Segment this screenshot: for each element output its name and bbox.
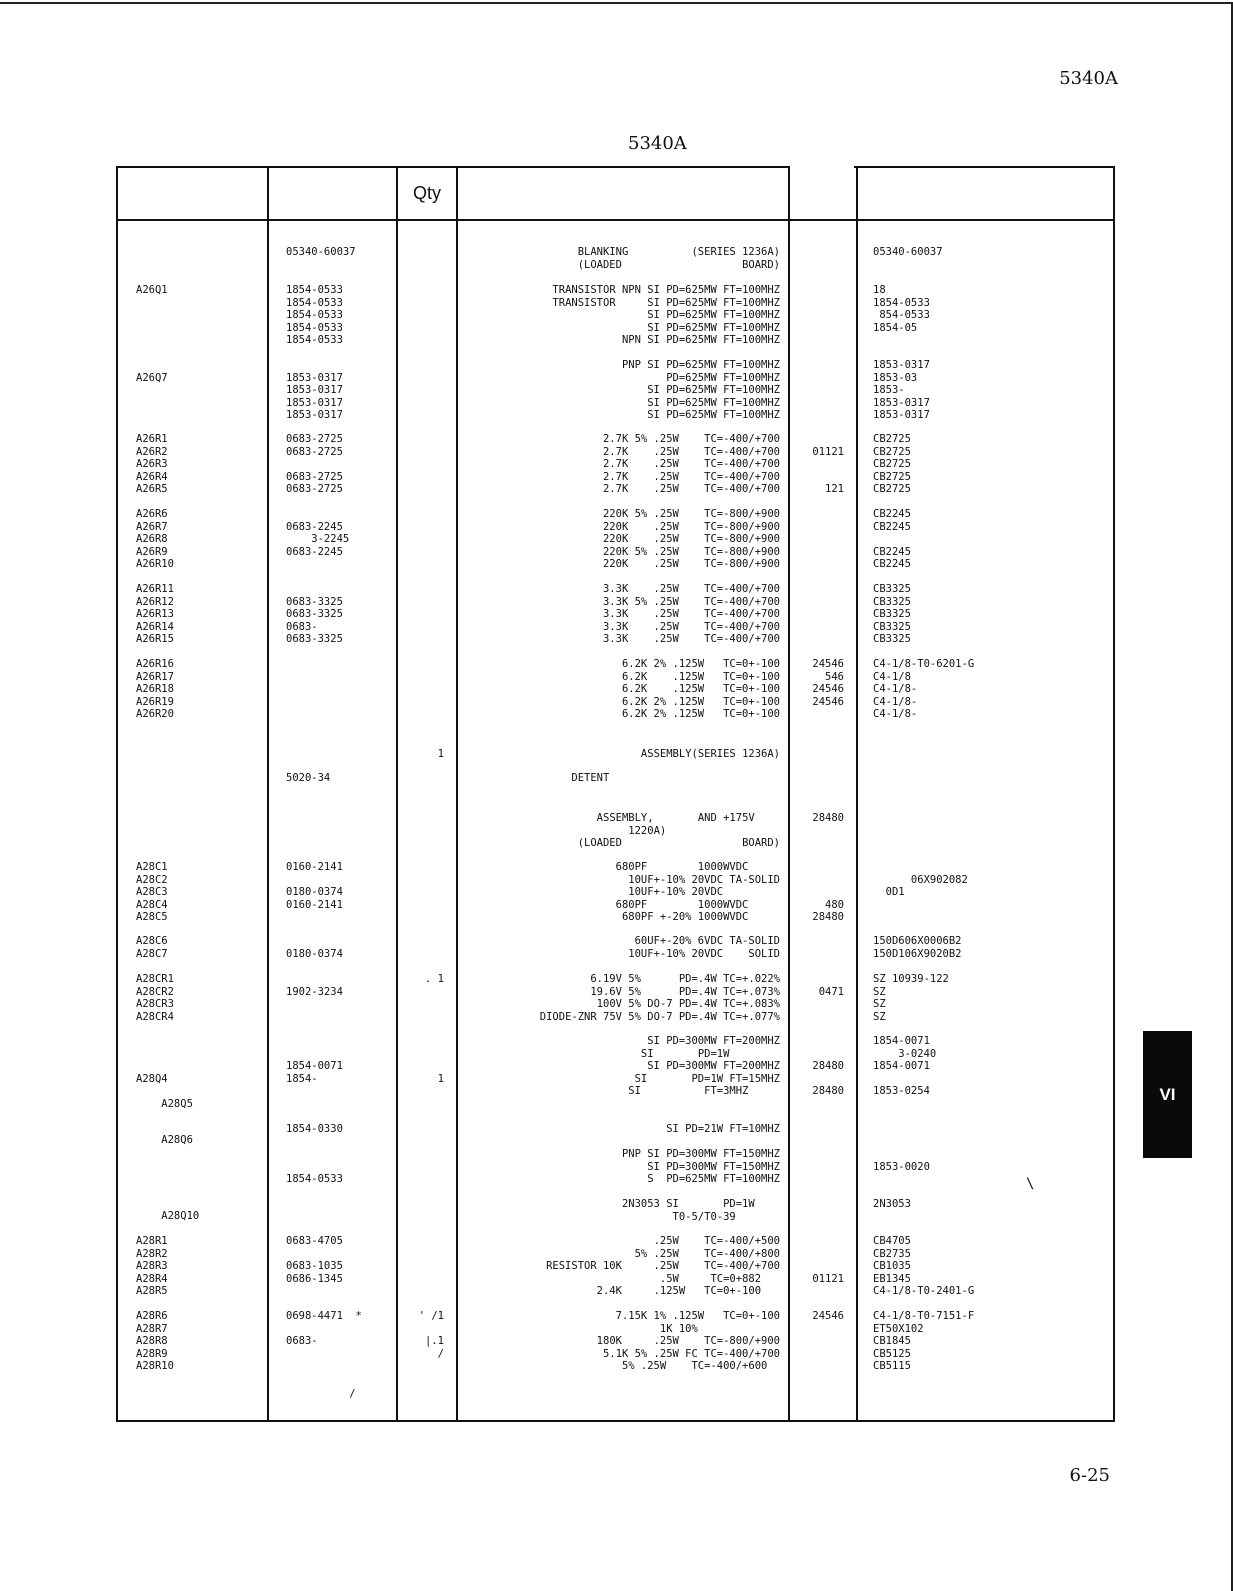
frame-gap [790,164,854,170]
page-number: 6-25 [1069,1465,1110,1486]
mfr-part-number: 1853-0020 [873,1160,930,1173]
mfr-part-number: 1854-0071 3-0240 1854-0071 1853-0254 [873,1035,937,1098]
part-number: 0180-0374 [286,947,343,960]
part-number: 1853-0317 1853-0317 1853-0317 1853-0317 [286,371,343,422]
page-edge-top [0,2,1233,4]
part-number: 1854-0330 [286,1123,343,1135]
description: BLANKING (SERIES 1236A) (LOADED BOARD) [577,246,780,271]
quantity: 1 [437,1072,444,1085]
mfr-part-number: 05340-60037 [873,246,943,258]
description: 6.19V 5% PD=.4W TC=+.022% 19.6V 5% PD=.4W TC=+.073% 100V 5% DO-7 PD=.4W TC=+.083% DIODE-ZNR 75V 5% DO-7 PD=.4W TC=+.077% [539,973,780,1023]
reference-designator: A28C6 A28C7 [136,935,168,960]
table-row [0,1310,1233,1398]
qty-column-header: Qty [412,183,441,203]
description: PNP SI PD=625MW FT=100MHZ PD=625MW FT=100MHZ SI PD=625MW FT=100MHZ SI PD=625MW FT=100MHZ SI PD=625MW FT=100MHZ [621,359,780,422]
description: 2N3053 SI PD=1W T0-5/T0-39 [621,1198,755,1223]
mfr-part-number: C4-1/8-T0-7151-F ET50X102 CB1845 CB5125 CB5115 [873,1310,975,1373]
description: 220K 5% .25W TC=-800/+900 220K .25W TC=-800/+900 220K .25W TC=-800/+900 220K 5% .25W TC=-800/+900 220K .25W TC=-800/+900 [602,508,780,571]
reference-designator: A28R1 A28R2 A28R3 A28R4 A28R5 [136,1235,168,1298]
reference-designator: A28C1 A28C2 A28C3 A28C4 A28C5 [136,861,168,924]
description: DETENT [571,772,780,784]
table-row [0,1388,1233,1476]
part-number: 05340-60037 [286,246,356,258]
reference-designator: A28CR1 A28CR2 A28CR3 A28CR4 [136,973,174,1023]
mfr-part-number: 06X902082 0D1 [885,873,968,899]
mfr-part-number: CB4705 CB2735 CB1035 EB1345 C4-1/8-T0-2401-G [873,1235,975,1298]
quantity: 1 [437,748,444,760]
part-number: 0683-3325 0683-3325 0683- 0683-3325 [286,595,343,646]
description: SI PD=300MW FT=200MHZ SI PD=1W SI PD=300MW FT=200MHZ SI PD=1W FT=15MHZ SI FT=3MHZ [628,1035,780,1098]
reference-designator: A26Q1 [136,284,168,296]
mfr-part-number: 18 1854-0533 854-0533 1854-05 [873,284,930,334]
part-number: 1902-3234 [286,985,343,998]
mfr-code: 0471 [818,985,844,998]
reference-designator: A26R11 A26R12 A26R13 A26R14 A26R15 [136,583,174,646]
table-row [0,658,1233,746]
description: .25W TC=-400/+500 5% .25W TC=-400/+800 RESISTOR 10K .25W TC=-400/+700 .5W TC=0+882 2.4K .125W TC=0+-100 [546,1235,780,1298]
part-number: 0698-4471 * 0683- [286,1310,362,1348]
reference-designator: A26Q7 [136,371,168,384]
part-number: 5020-34 [286,772,331,784]
reference-designator: A28Q6 [136,1134,193,1146]
mfr-code: 28480 [812,812,844,824]
mfr-part-number: CB2245 CB2245 CB2245 CB2245 [873,508,911,571]
description: ASSEMBLY, AND +175V 1220A) (LOADED BOARD) [577,812,780,850]
reference-designator: A26R6 A26R7 A26R8 A26R9 A26R10 [136,508,174,571]
part-number: 1854-0071 1854- [286,1060,343,1085]
mfr-code: 01121 121 [812,445,844,496]
part-number: 0683-4705 0683-1035 0686-1345 [286,1235,343,1285]
mfr-part-number: C4-1/8-T0-6201-G C4-1/8 C4-1/8- C4-1/8- C4-1/8- [873,658,975,721]
mfr-part-number: CB2725 CB2725 CB2725 CB2725 CB2725 [873,433,911,496]
part-number: 1854-0533 [286,1173,343,1186]
description: 60UF+-20% 6VDC TA-SOLID 10UF+-10% 20VDC SOLID [628,935,780,960]
part-number: / [286,1388,356,1400]
mfr-part-number: 150D606X0006B2 150D106X9020B2 [873,935,962,960]
part-number: 0683-2245 3-2245 0683-2245 [286,520,350,558]
mfr-code: 480 28480 [812,898,844,924]
mfr-code: 24546 [812,1310,844,1322]
mfr-part-number: CB3325 CB3325 CB3325 CB3325 CB3325 [873,583,911,646]
mfr-code: 28480 28480 [812,1060,844,1098]
mfr-code: 01121 [812,1272,844,1285]
part-number: 0160-2141 0180-0374 0160-2141 [286,861,343,911]
section-tab: VI [1143,1031,1192,1158]
description: 2.7K 5% .25W TC=-400/+700 2.7K .25W TC=-400/+700 2.7K .25W TC=-400/+700 2.7K .25W TC=-400/+700 2.7K .25W TC=-400/+700 [602,433,780,496]
description: 6.2K 2% .125W TC=0+-100 6.2K .125W TC=0+-100 6.2K .125W TC=0+-100 6.2K 2% .125W TC=0+-100 6.2K 2% .125W TC=0+-100 [621,658,780,721]
part-number: 0683-2725 0683-2725 0683-2725 0683-2725 [286,433,343,496]
header-divider [116,219,1115,221]
description: 680PF 1000WVDC 10UF+-10% 20VDC TA-SOLID 10UF+-10% 20VDC 680PF 1000WVDC 680PF +-20% 1000WVDC [615,861,780,924]
description: 3.3K .25W TC=-400/+700 3.3K 5% .25W TC=-400/+700 3.3K .25W TC=-400/+700 3.3K .25W TC=-400/+700 3.3K .25W TC=-400/+700 [602,583,780,646]
reference-designator: A28Q10 [136,1210,200,1222]
description: SI PD=21W FT=10MHZ [666,1123,780,1135]
description: 7.15K 1% .125W TC=0+-100 1K 10% 180K .25W TC=-800/+900 5.1K 5% .25W FC TC=-400/+700 5% .25W TC=-400/+600 [596,1310,780,1373]
mfr-part-number: 2N3053 [873,1198,911,1210]
part-number: 1854-0533 1854-0533 1854-0533 1854-0533 1854-0533 [286,284,343,347]
margin-mark: \ [1026,1176,1035,1192]
description: TRANSISTOR NPN SI PD=625MW FT=100MHZ TRANSISTOR SI PD=625MW FT=100MHZ SI PD=625MW FT=100MHZ SI PD=625MW FT=100MHZ NPN SI PD=625MW FT=100MHZ [552,284,780,347]
mfr-part-number: 1853-0317 1853-03 1853- 1853-0317 1853-0317 [873,359,930,422]
description: PNP SI PD=300MW FT=150MHZ SI PD=300MW FT=150MHZ S PD=625MW FT=100MHZ [621,1148,780,1186]
reference-designator: A28Q5 [136,1098,193,1110]
reference-designator: A28R6 A28R7 A28R8 A28R9 A28R10 [136,1310,174,1373]
mfr-code: 24546 546 24546 24546 [812,658,844,708]
reference-designator: A26R16 A26R17 A26R18 A26R19 A26R20 [136,658,174,721]
reference-designator: A28Q4 [136,1072,168,1085]
quantity: . 1 [425,973,444,985]
quantity: ' /1 |.1 / [418,1310,444,1360]
model-number-top: 5340A [1059,68,1118,89]
description: ASSEMBLY(SERIES 1236A) [640,748,780,760]
mfr-part-number: SZ 10939-122 SZ SZ SZ [873,973,949,1023]
reference-designator: A26R1 A26R2 A26R3 A26R4 A26R5 [136,433,168,496]
model-number-center: 5340A [628,133,687,154]
